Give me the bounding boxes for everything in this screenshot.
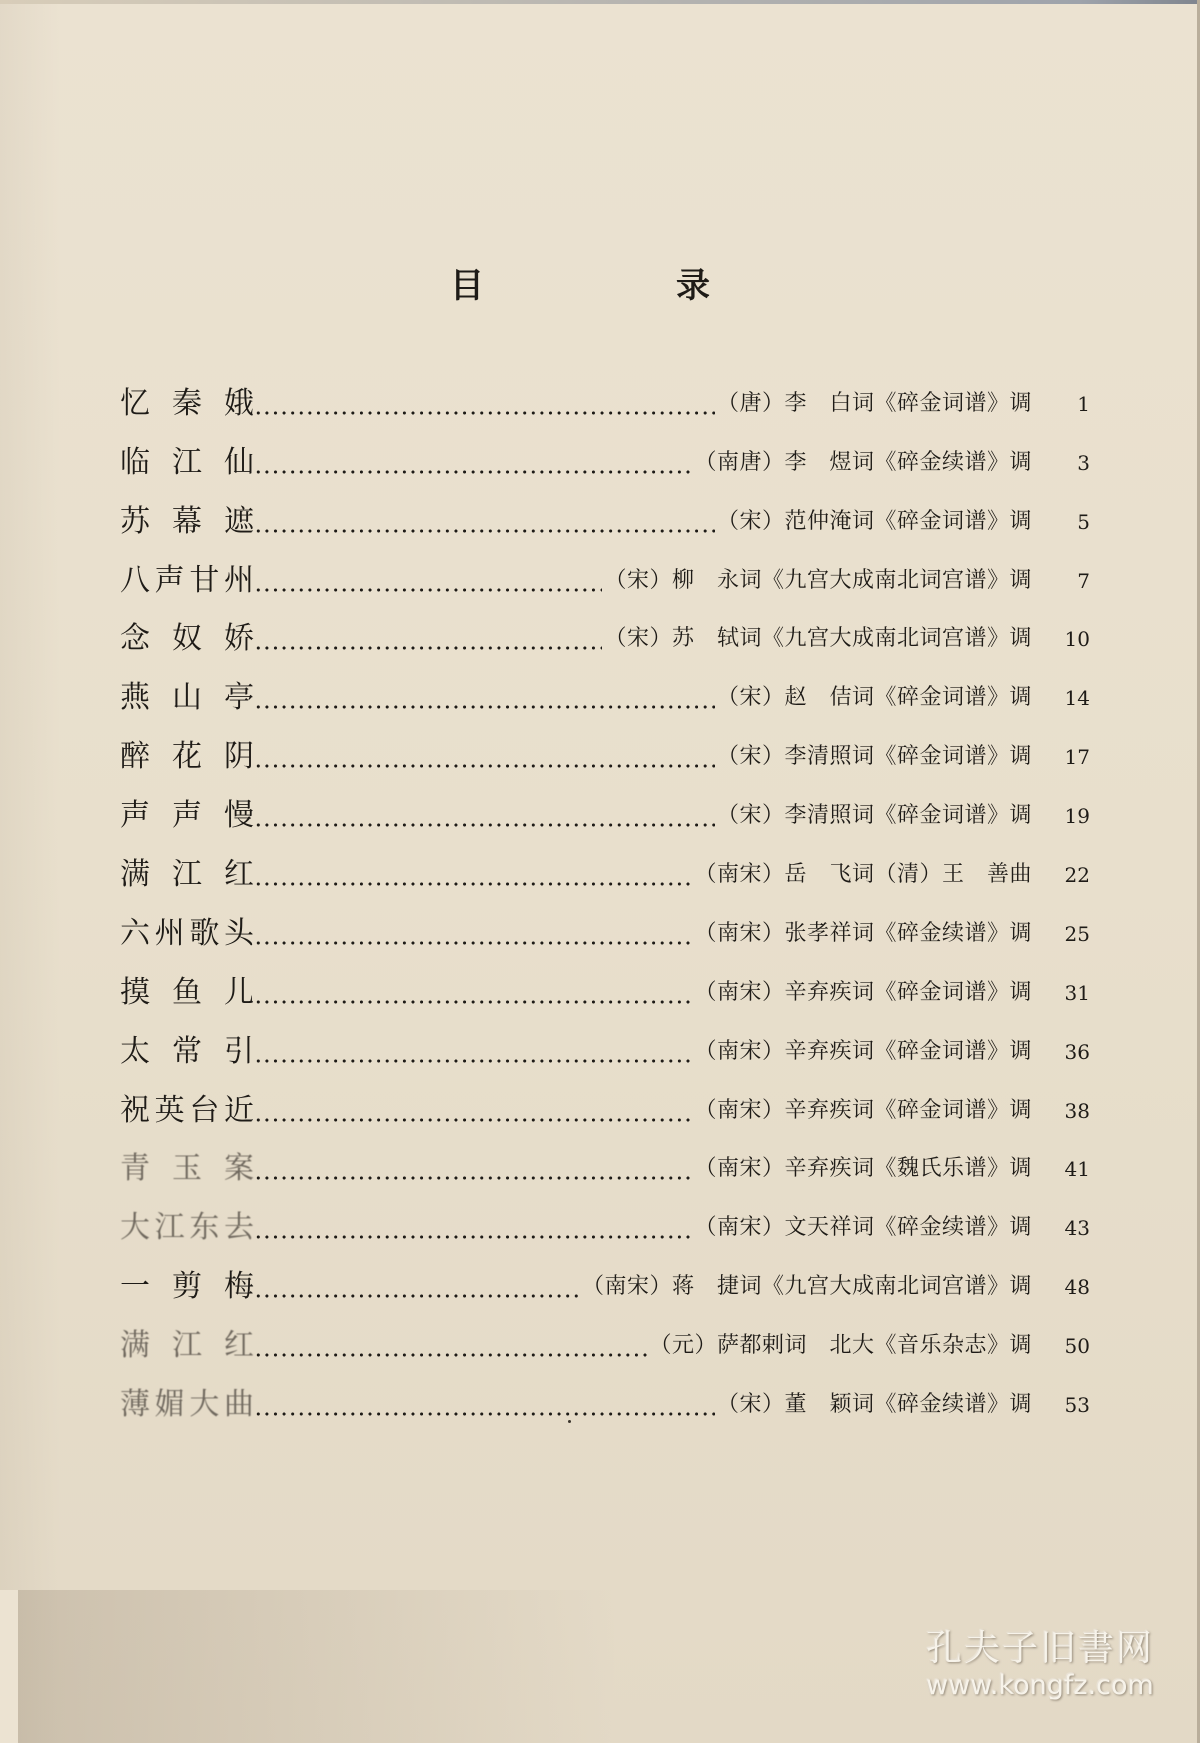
page-left-strip: [0, 1590, 18, 1743]
toc-entry-title: 念奴娇: [120, 621, 254, 657]
toc-entry-source: （唐）李 白词《碎金词谱》调: [716, 390, 1032, 416]
toc-entry[interactable]: [120, 774, 1090, 833]
toc-entry-page: 50: [1064, 1334, 1090, 1359]
toc-entry-source: （宋）李清照词《碎金词谱》调: [716, 744, 1032, 770]
dot-leader: [254, 1329, 647, 1363]
toc-entry-page: 25: [1064, 921, 1090, 946]
toc-entry[interactable]: [120, 656, 1090, 715]
toc-entry-page: 17: [1064, 745, 1090, 770]
page-title-char-1: 目: [450, 266, 484, 306]
toc-entry-source: （南宋）辛弃疾词《碎金词谱》调: [694, 1038, 1032, 1064]
toc-entry-title: 满江红: [120, 857, 254, 893]
toc-entry-source: （宋）苏 轼词《九宫大成南北词宫谱》调: [604, 626, 1032, 652]
toc-entry-title: 忆秦娥: [120, 385, 254, 421]
watermark: [905, 1628, 1175, 1702]
toc-entry-source: （南唐）李 煜词《碎金续谱》调: [694, 449, 1032, 475]
toc-entry-page: 22: [1064, 863, 1090, 888]
dot-leader: [254, 1035, 692, 1069]
toc-entry-page: 1: [1077, 391, 1090, 416]
toc-entry-title: 苏幕遮: [120, 503, 254, 539]
toc-entry-page: 5: [1077, 509, 1090, 534]
toc-entry-source: （宋）范仲淹词《碎金词谱》调: [716, 508, 1032, 534]
toc-entry-page: 10: [1064, 627, 1090, 652]
toc-entry-page: 7: [1077, 568, 1090, 593]
watermark-url: www.kongfz.com: [926, 1670, 1154, 1701]
toc-entry-page: 3: [1077, 450, 1090, 475]
toc-entry-source: （宋）赵 佶词《碎金词谱》调: [716, 685, 1032, 711]
dot-leader: [254, 740, 715, 774]
toc-entry-source: （宋）柳 永词《九宫大成南北词宫谱》调: [604, 567, 1032, 593]
dot-leader: [254, 1211, 692, 1245]
dot-leader: [254, 858, 692, 892]
toc-entry-page: 38: [1064, 1098, 1090, 1123]
toc-entry[interactable]: [120, 1304, 1090, 1363]
toc-entry[interactable]: [120, 1010, 1090, 1069]
toc-entry[interactable]: [120, 362, 1090, 421]
dot-leader: [254, 564, 602, 598]
watermark-name: 孔夫子旧書网: [925, 1628, 1154, 1669]
toc-entry-page: 31: [1064, 980, 1090, 1005]
toc-entry-source: （宋）李清照词《碎金词谱》调: [716, 803, 1032, 829]
toc-entry-source: （南宋）辛弃疾词《魏氏乐谱》调: [694, 1156, 1032, 1182]
toc-entry-source: （南宋）辛弃疾词《碎金词谱》调: [694, 979, 1032, 1005]
toc-entry-title: 大江东去: [120, 1210, 254, 1246]
dot-leader: [254, 622, 602, 656]
toc-entry-source: （元）萨都剌词 北大《音乐杂志》调: [649, 1333, 1032, 1359]
toc-entry-source: （宋）董 颖词《碎金续谱》调: [716, 1392, 1032, 1418]
dot-leader: [254, 1152, 692, 1186]
toc-entry-title: 六州歌头: [120, 915, 254, 951]
page-title-char-2: 录: [676, 266, 710, 306]
page-top-edge: [0, 0, 1200, 4]
toc-entry-page: 14: [1064, 686, 1090, 711]
dot-leader: [254, 1094, 692, 1128]
toc-entry[interactable]: [120, 1069, 1090, 1128]
toc-entry-title: 薄媚大曲: [120, 1387, 254, 1423]
toc-entry-title: 临江仙: [120, 444, 254, 480]
toc-entry-title: 青玉案: [120, 1151, 254, 1187]
toc-entry-source: （南宋）蒋 捷词《九宫大成南北词宫谱》调: [581, 1274, 1032, 1300]
dot-leader: [254, 681, 715, 715]
toc-entry-page: 36: [1064, 1039, 1090, 1064]
dot-leader: [254, 1388, 715, 1422]
dot-leader: [254, 917, 692, 951]
toc-entry-title: 燕山亭: [120, 680, 254, 716]
toc-entry-title: 太常引: [120, 1033, 254, 1069]
dot-leader: [254, 505, 715, 539]
toc-entry-title: 醉花阴: [120, 739, 254, 775]
toc-entry-source: （南宋）文天祥词《碎金续谱》调: [694, 1215, 1032, 1241]
toc-entry-title: 满江红: [120, 1328, 254, 1364]
toc-entry-source: （南宋）张孝祥词《碎金续谱》调: [694, 920, 1032, 946]
toc-entry[interactable]: [120, 715, 1090, 774]
table-of-contents: [120, 362, 1090, 1422]
dot-leader: [254, 446, 692, 480]
toc-entry-page: 43: [1064, 1216, 1090, 1241]
toc-entry[interactable]: [120, 480, 1090, 539]
toc-entry-title: 一剪梅: [120, 1269, 254, 1305]
dot-leader: [254, 976, 692, 1010]
toc-entry-title: 声声慢: [120, 798, 254, 834]
page-shadow: [18, 1590, 618, 1743]
toc-entry[interactable]: [120, 1245, 1090, 1304]
page-title: [450, 258, 710, 307]
toc-entry-page: 41: [1064, 1157, 1090, 1182]
dot-leader: [254, 387, 715, 421]
dot-leader: [254, 799, 715, 833]
paper-speck: [568, 1420, 571, 1423]
toc-entry[interactable]: [120, 1128, 1090, 1187]
toc-entry-title: 八声甘州: [120, 562, 254, 598]
toc-entry[interactable]: [120, 421, 1090, 480]
toc-entry-title: 摸鱼儿: [120, 974, 254, 1010]
toc-entry[interactable]: [120, 1363, 1090, 1422]
toc-entry[interactable]: [120, 892, 1090, 951]
toc-entry-page: 53: [1064, 1393, 1090, 1418]
toc-entry[interactable]: [120, 539, 1090, 598]
toc-entry[interactable]: [120, 1186, 1090, 1245]
toc-entry[interactable]: [120, 833, 1090, 892]
toc-entry-page: 19: [1064, 804, 1090, 829]
toc-entry[interactable]: [120, 951, 1090, 1010]
toc-entry-title: 祝英台近: [120, 1092, 254, 1128]
toc-entry-page: 48: [1064, 1275, 1090, 1300]
toc-entry[interactable]: [120, 598, 1090, 657]
toc-entry-source: （南宋）辛弃疾词《碎金词谱》调: [694, 1097, 1032, 1123]
toc-entry-source: （南宋）岳 飞词（清）王 善曲: [694, 862, 1032, 888]
dot-leader: [254, 1270, 580, 1304]
